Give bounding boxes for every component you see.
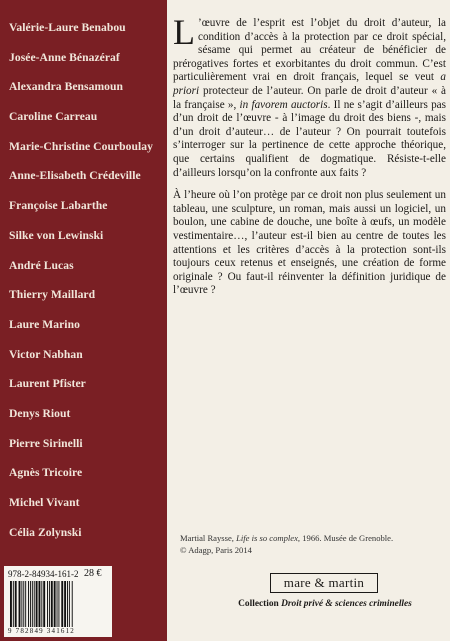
barcode-bar [49, 581, 50, 627]
credit-text: , 1966. Musée de Grenoble. [297, 533, 394, 543]
barcode-bar [41, 581, 42, 627]
barcode-bar [69, 581, 70, 627]
author-name: Françoise Labarthe [9, 199, 108, 212]
image-credit [180, 532, 445, 556]
author-name: Victor Nabhan [9, 348, 83, 361]
author-name: Laure Marino [9, 318, 80, 331]
author-name: Agnès Tricoire [9, 466, 83, 479]
barcode-bar [21, 581, 22, 627]
author-name: Célia Zolynski [9, 526, 82, 539]
barcode-digits: 9 782849 341612 [8, 627, 75, 635]
barcode-bar [28, 581, 29, 627]
barcode-bar [32, 581, 33, 627]
author-name: André Lucas [9, 259, 74, 272]
isbn-number: 978-2-84934-161-2 [8, 569, 79, 579]
author-name: Michel Vivant [9, 496, 80, 509]
barcode-bar [15, 581, 17, 627]
barcode-bar [23, 581, 24, 627]
barcode-bar [67, 581, 68, 627]
copyright-line: © Adagp, Paris 2014 [180, 545, 252, 555]
author-name: Alexandra Bensamoun [9, 80, 124, 93]
barcode-bar [30, 581, 31, 627]
blurb-text-segment: protecteur de l’auteur. On parle de droit d’auteur « à la française », [173, 84, 446, 111]
barcode-image [8, 581, 108, 627]
collection-label: Collection [238, 599, 279, 609]
author-name: Thierry Maillard [9, 288, 96, 301]
barcode-bar [25, 581, 26, 627]
author-name: Josée-Anne Bénazéraf [9, 51, 120, 64]
author-name: Valérie-Laure Benabou [9, 21, 126, 34]
barcode-bar [51, 581, 53, 627]
author-name: Silke von Lewinski [9, 229, 104, 242]
collection-line [205, 599, 445, 609]
barcode-bar [54, 581, 56, 627]
author-name: Anne-Elisabeth Crédeville [9, 169, 141, 182]
barcode-label [4, 566, 112, 637]
barcode-bar [19, 581, 21, 627]
barcode-bar [13, 581, 14, 627]
barcode-bar [72, 581, 73, 627]
barcode-bar [10, 581, 12, 627]
blurb-text [173, 12, 446, 307]
barcode-bar [39, 581, 41, 627]
blurb-text-segment: ’œuvre de l’esprit est l’objet du droit d’auteur, la condition d’accès à la protection par ce droit spécial, sésame qui permet au créateur de bénéficier de prérogatives fortes et exorbitantes du droit commun. C’est particulièrement vrai en droit français, lequel se veut [173, 17, 446, 84]
publisher-logo: mare & martin [270, 573, 378, 593]
author-name: Marie-Christine Courboulay [9, 140, 153, 153]
barcode-bar [34, 581, 35, 627]
artwork-title: Life is so complex [236, 533, 298, 543]
credit-line [180, 532, 445, 544]
barcode-bar [61, 581, 63, 627]
author-name: Denys Riout [9, 407, 71, 420]
collection-name: Droit privé & sciences criminelles [281, 599, 412, 609]
author-sidebar [0, 0, 167, 641]
price: 28 € [84, 568, 102, 579]
blurb-italic-segment: a priori [173, 71, 446, 97]
barcode-bar [57, 581, 58, 627]
author-name: Pierre Sirinelli [9, 437, 83, 450]
barcode-bar [36, 581, 38, 627]
author-name: Caroline Carreau [9, 110, 98, 123]
barcode-bar [64, 581, 66, 627]
blurb-text-segment: . Il ne s’agit d’ailleurs pas d’un droit de l’œuvre - à l’image du droit des biens -, mais d’un droit d’auteur… de l’auteur ? On pourrait toutefois s’interroger sur la pertinence de cette approche théorique, que certains qualifient de dogmatique. Résiste-t-elle d’ailleurs lorsqu’on la confronte aux faits ? [173, 98, 446, 179]
blurb-paragraph-1 [173, 12, 446, 180]
author-name: Laurent Pfister [9, 377, 86, 390]
credit-text: Martial Raysse, [180, 533, 237, 543]
barcode-bar [58, 581, 59, 627]
barcode-bar [43, 581, 45, 627]
drop-cap: L [173, 12, 195, 52]
blurb-paragraph-2: À l’heure où l’on protège par ce droit non plus seulement un tableau, une sculpture, un roman, mais aussi un logiciel, un boulon, une cabine de douche, une boîte à œufs, un modèle vestimentaire…, l’auteur est-il bien au centre de toutes les attentions et les critères d’accès à la protection sont-ils toujours ceux retenus et enseignés, une création de forme originale ? Ou faut-il réinventer la définition juridique de l’œuvre ? [173, 189, 446, 297]
barcode-bar [47, 581, 48, 627]
blurb-italic-segment: in favorem auctoris [239, 98, 328, 111]
